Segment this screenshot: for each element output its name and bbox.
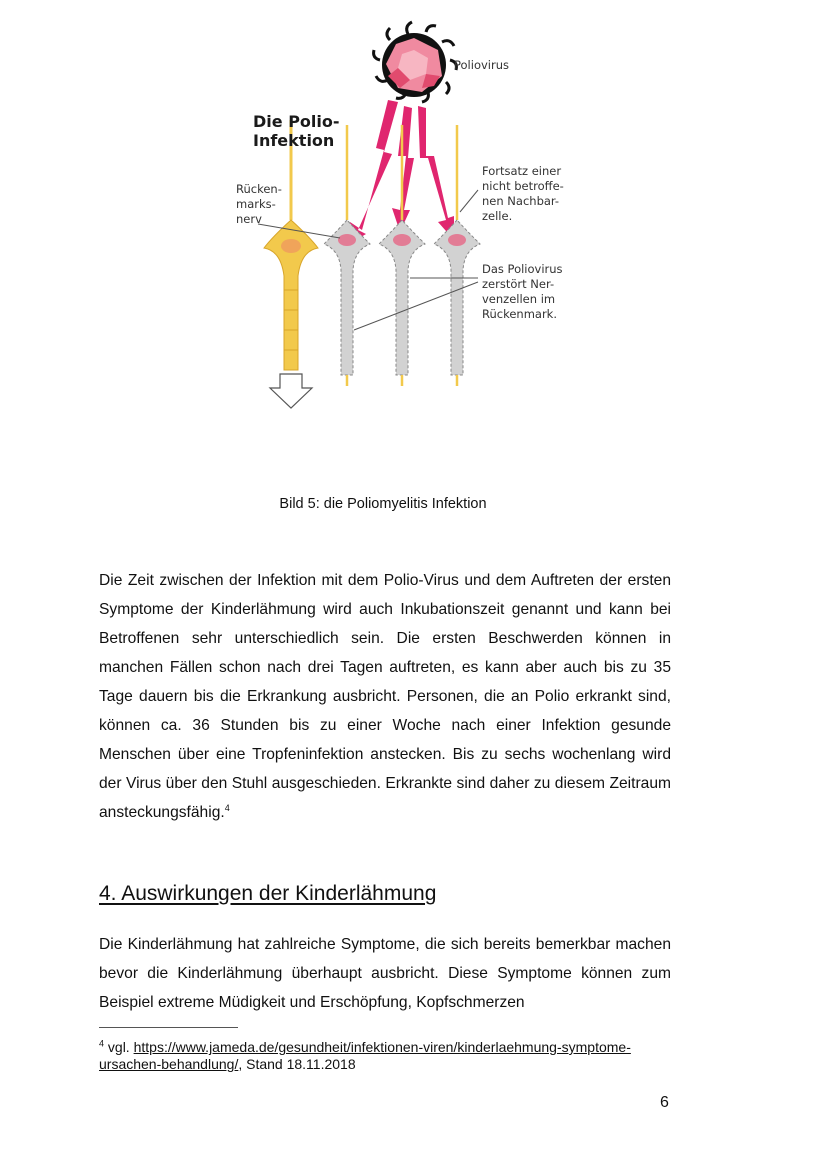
destroys-cells-label: Das Poliovirus zerstört Ner- venzellen im Rückenmark. [482, 262, 563, 321]
footnote-prefix: vgl. [107, 1039, 130, 1055]
figure-title: Die Polio- Infektion [253, 112, 340, 150]
poliovirus-icon [374, 22, 457, 102]
figure-caption: Bild 5: die Poliomyelitis Infektion [279, 496, 487, 512]
section-heading: 4. Auswirkungen der Kinderlähmung [99, 882, 437, 905]
footnote-link[interactable]: https://www.jameda.de/gesundheit/infektionen-viren/kinderlaehmung-symptome-ursachen-behandlung/ [99, 1039, 631, 1072]
virus-label: Poliovirus [454, 58, 509, 72]
unaffected-cell-label: Fortsatz einer nicht betroffe- nen Nachbar- zelle. [482, 164, 564, 223]
footnote-suffix: , Stand 18.11.2018 [238, 1056, 356, 1072]
page-number: 6 [660, 1094, 669, 1111]
polio-infection-figure [220, 20, 620, 420]
footnote [99, 1039, 659, 1073]
paragraph-incubation [99, 566, 671, 827]
footnote-number: 4 [99, 1038, 105, 1049]
footnote-divider [99, 1027, 238, 1028]
damaged-nerve-cells [324, 125, 480, 386]
paragraph-symptoms: Die Kinderlähmung hat zahlreiche Symptome, die sich bereits bemerkbar machen bevor die Kinderlähmung überhaupt ausbricht. Diese Symptome können zum Beispiel extreme Müdigkeit und Erschöpfung, Kopfschmerzen [99, 936, 671, 1011]
spinal-nerve-healthy [264, 120, 318, 408]
nerve-label: Rücken- marks- nerv [236, 182, 282, 226]
paragraph-incubation-text: Die Zeit zwischen der Infektion mit dem Polio-Virus und dem Auftreten der ersten Symptome der Kinderlähmung wird auch Inkubationszeit genannt und kann bei Betroffenen sehr unterschiedlich sein. Die ersten Beschwerden können in manchen Fällen schon nach drei Tagen auftreten, es kann aber auch bis zu 35 Tage dauern bis die Erkrankung ausbricht. Personen, die an Polio erkrankt sind, können ca. 36 Stunden bis zu einer Woche nach einer Infektion gesunde Menschen über eine Tropfeninfektion anstecken. Bis zu sechs wochenlang wird der Virus über den Stuhl ausgeschieden. Erkrankte sind daher zu diesem Zeitraum ansteckungsfähig. [99, 572, 671, 821]
footnote-reference[interactable]: 4 [224, 802, 230, 813]
